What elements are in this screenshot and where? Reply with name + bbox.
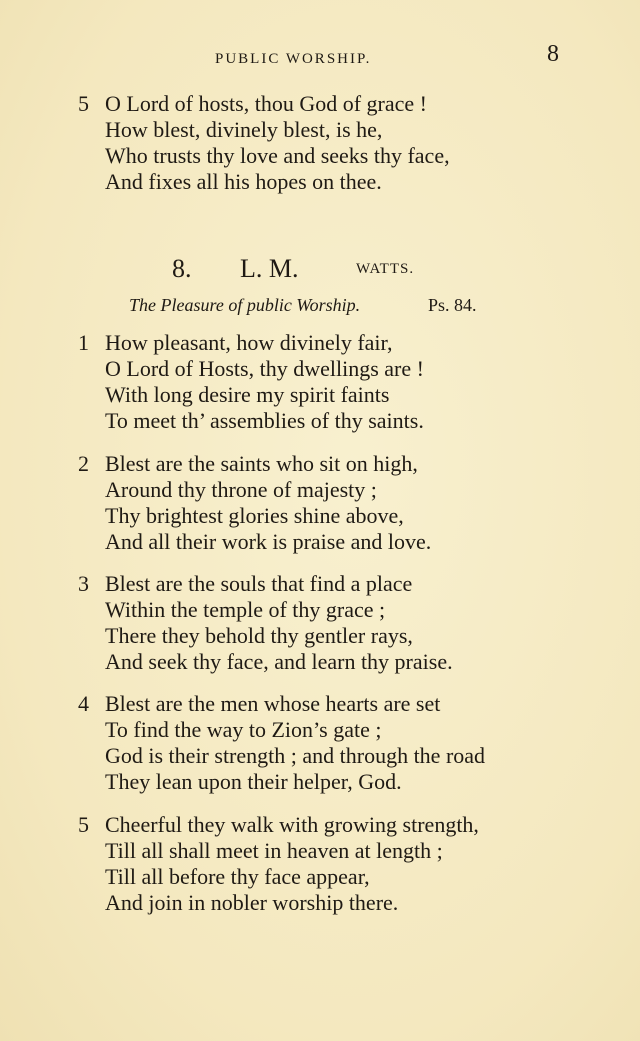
stanza-number: 4: [78, 691, 89, 716]
hymn-header: [0, 254, 640, 284]
hymn-psalm-reference: Ps. 84.: [428, 295, 477, 315]
verse-line: Within the temple of thy grace ;: [105, 597, 386, 622]
verse-line: How blest, divinely blest, is he,: [105, 117, 383, 142]
stanza-number: 1: [78, 330, 89, 355]
verse-line: Blest are the souls that find a place: [105, 571, 413, 596]
verse-line: They lean upon their helper, God.: [105, 769, 402, 794]
verse-line: And join in nobler worship there.: [105, 890, 399, 915]
verse-line: God is their strength ; and through the road: [105, 743, 486, 768]
page-number: 8: [547, 41, 559, 67]
verse-line: Till all before thy face appear,: [105, 864, 370, 889]
stanza-number: 3: [78, 571, 89, 596]
hymn-subtitle: The Pleasure of public Worship.: [129, 295, 361, 315]
verse-line: Thy brightest glories shine above,: [105, 503, 404, 528]
verse-line: O Lord of Hosts, thy dwellings are !: [105, 356, 424, 381]
verse-line: With long desire my spirit faints: [105, 382, 390, 407]
verse-line: Blest are the saints who sit on high,: [105, 451, 418, 476]
verse-line: O Lord of hosts, thou God of grace !: [105, 91, 427, 116]
hymn-author: WATTS.: [356, 261, 415, 277]
stanza-number: 5: [78, 812, 89, 837]
verse-line: Cheerful they walk with growing strength,: [105, 812, 479, 837]
verse-line: And seek thy face, and learn thy praise.: [105, 649, 453, 674]
stanza-number: 2: [78, 451, 89, 476]
verse-line: And fixes all his hopes on thee.: [105, 169, 382, 194]
verse-line: To meet th’ assemblies of thy saints.: [105, 408, 424, 433]
verse-line: Blest are the men whose hearts are set: [105, 691, 441, 716]
verse-line: Who trusts thy love and seeks thy face,: [105, 143, 450, 168]
running-head: [0, 41, 640, 77]
running-title: PUBLIC WORSHIP.: [215, 51, 372, 67]
verse-line: There they behold thy gentler rays,: [105, 623, 413, 648]
verse-line: Till all shall meet in heaven at length ;: [105, 838, 443, 863]
hymn-number: 8.: [172, 254, 192, 283]
verse-line: How pleasant, how divinely fair,: [105, 330, 393, 355]
verse-line: And all their work is praise and love.: [105, 529, 432, 554]
stanza-number: 5: [78, 91, 89, 116]
verse-line: Around thy throne of majesty ;: [105, 477, 377, 502]
hymn-meter: L. M.: [240, 254, 299, 283]
verse-line: To find the way to Zion’s gate ;: [105, 717, 382, 742]
